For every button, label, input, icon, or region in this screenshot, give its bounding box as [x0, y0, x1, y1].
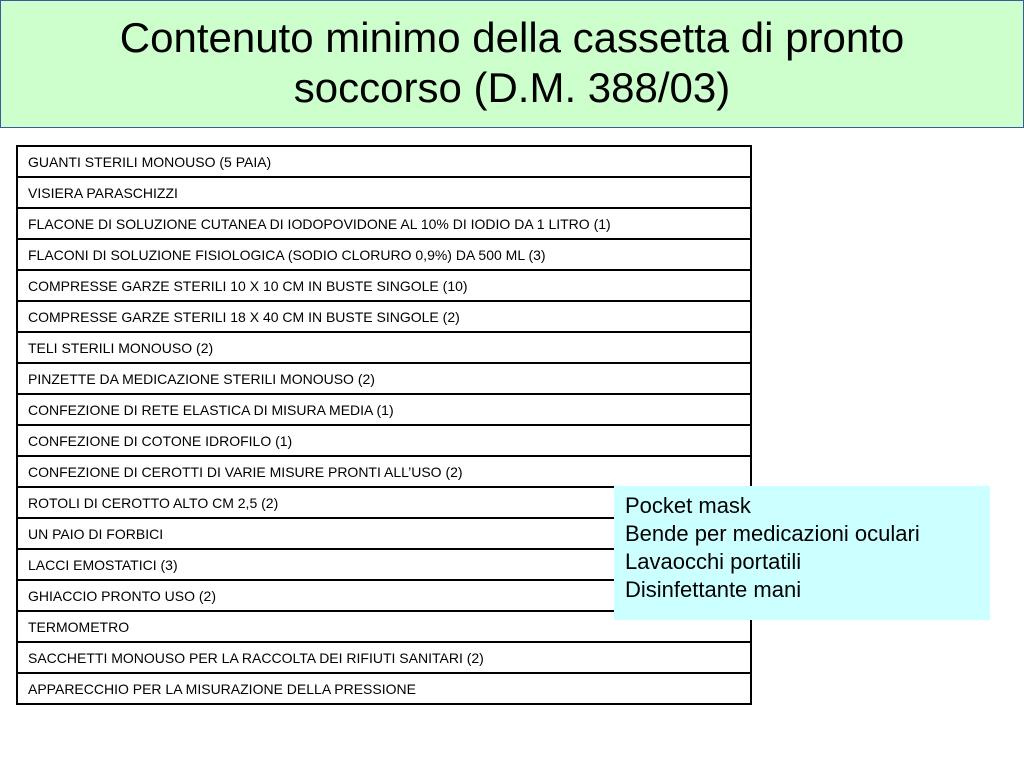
table-cell: CONFEZIONE DI COTONE IDROFILO (1) [17, 425, 751, 456]
table-row [17, 425, 751, 456]
table-cell: COMPRESSE GARZE STERILI 10 X 10 CM IN BUSTE SINGOLE (10) [17, 270, 751, 301]
table-row [17, 177, 751, 208]
first-aid-kit-table [16, 145, 752, 705]
table-cell: COMPRESSE GARZE STERILI 18 X 40 CM IN BUSTE SINGOLE (2) [17, 301, 751, 332]
table-cell: PINZETTE DA MEDICAZIONE STERILI MONOUSO (2) [17, 363, 751, 394]
table-cell: VISIERA PARASCHIZZI [17, 177, 751, 208]
table-row [17, 146, 751, 177]
table-cell: SACCHETTI MONOUSO PER LA RACCOLTA DEI RIFIUTI SANITARI (2) [17, 642, 751, 673]
table-row [17, 301, 751, 332]
extras-box [614, 486, 990, 620]
table-row [17, 456, 751, 487]
table-cell: APPARECCHIO PER LA MISURAZIONE DELLA PRESSIONE [17, 673, 751, 704]
table-cell: GHIACCIO PRONTO USO (2) [17, 580, 751, 611]
table-cell: TELI STERILI MONOUSO (2) [17, 332, 751, 363]
table-cell: CONFEZIONE DI RETE ELASTICA DI MISURA MEDIA (1) [17, 394, 751, 425]
table-row [17, 332, 751, 363]
extras-item: Pocket mask [625, 493, 751, 518]
table-cell: ROTOLI DI CEROTTO ALTO CM 2,5 (2) [17, 487, 751, 518]
table-cell: UN PAIO DI FORBICI [17, 518, 751, 549]
title-box [0, 0, 1024, 128]
table-row [17, 394, 751, 425]
extras-item: Bende per medicazioni oculari [625, 521, 920, 546]
table-cell: FLACONI DI SOLUZIONE FISIOLOGICA (SODIO CLORURO 0,9%) DA 500 ML (3) [17, 239, 751, 270]
table-cell: CONFEZIONE DI CEROTTI DI VARIE MISURE PRONTI ALL’USO (2) [17, 456, 751, 487]
extras-item: Lavaocchi portatili [625, 549, 802, 574]
slide-title: Contenuto minimo della cassetta di pronto soccorso (D.M. 388/03) [119, 14, 905, 111]
table-cell: TERMOMETRO [17, 611, 751, 642]
table-row [17, 673, 751, 704]
extras-item: Disinfettante mani [625, 577, 802, 602]
table-cell: GUANTI STERILI MONOUSO (5 PAIA) [17, 146, 751, 177]
table-row [17, 208, 751, 239]
table-row [17, 363, 751, 394]
table-cell: FLACONE DI SOLUZIONE CUTANEA DI IODOPOVIDONE AL 10% DI IODIO DA 1 LITRO (1) [17, 208, 751, 239]
table-row [17, 239, 751, 270]
table-row [17, 270, 751, 301]
table-cell: LACCI EMOSTATICI (3) [17, 549, 751, 580]
table-row [17, 642, 751, 673]
